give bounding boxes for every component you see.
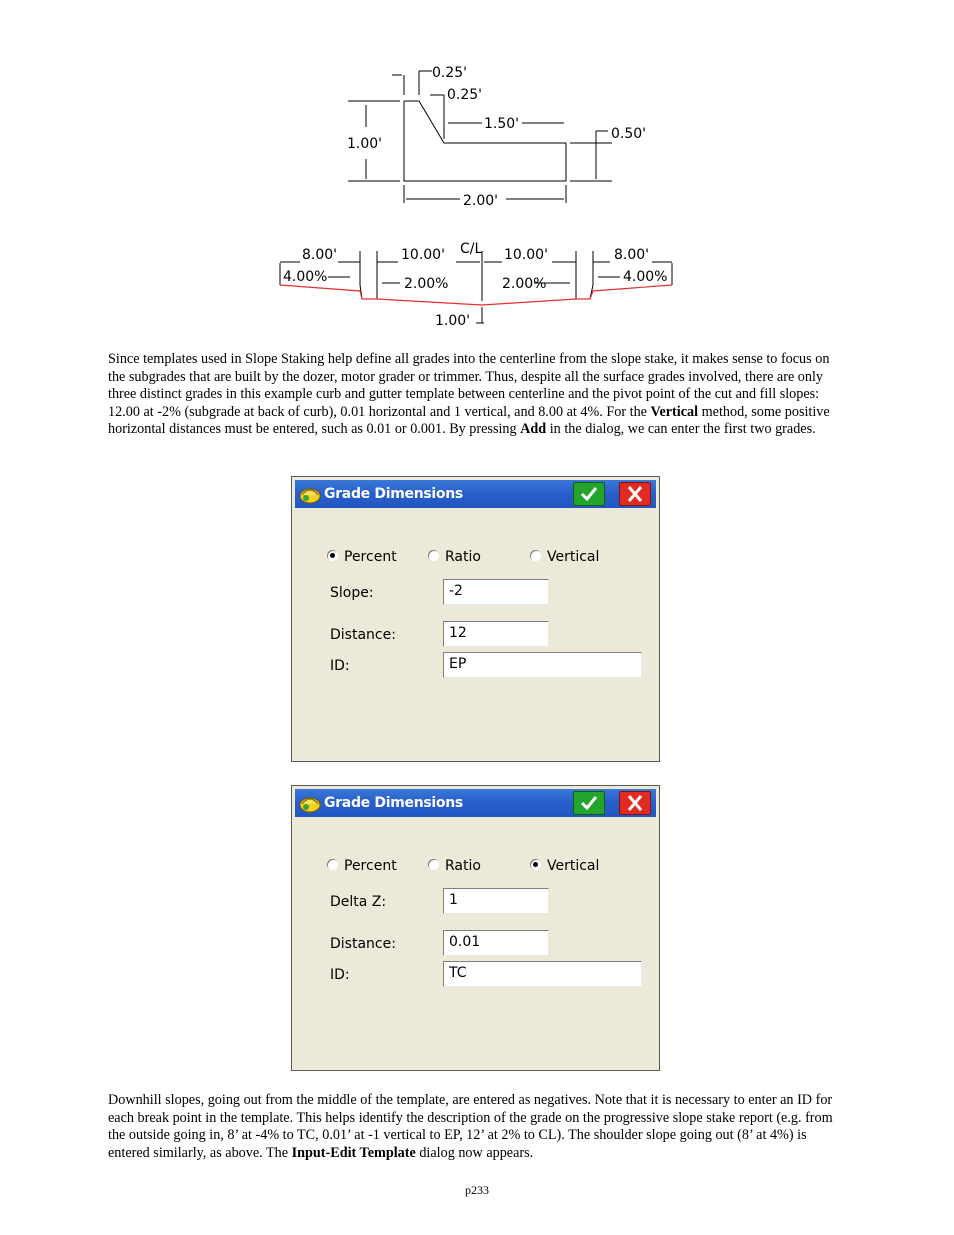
slope-input[interactable]: -2 bbox=[443, 579, 549, 605]
ok-button[interactable] bbox=[573, 482, 605, 506]
grade-left: 2.00% bbox=[404, 276, 449, 292]
distance-input[interactable]: 0.01 bbox=[443, 930, 549, 956]
dim-right-outer: 8.00' bbox=[614, 247, 650, 263]
distance-input[interactable]: 12 bbox=[443, 621, 549, 647]
radio-circle bbox=[428, 859, 439, 870]
dim-lip: 0.50' bbox=[611, 126, 647, 142]
close-icon bbox=[625, 794, 645, 812]
cancel-button[interactable] bbox=[619, 482, 651, 506]
dim-top-left: 0.25' bbox=[432, 65, 468, 81]
dim-width: 2.00' bbox=[463, 193, 499, 209]
grade-dimensions-dialog-vertical: Grade Dimensions Percent Ratio Vertical Delta Z: 1 Distance: 0.01 ID: TC bbox=[291, 785, 660, 1071]
grade-right-shoulder: 4.00% bbox=[623, 269, 668, 285]
checkmark-icon bbox=[579, 485, 599, 503]
close-icon bbox=[625, 485, 645, 503]
dim-left-outer: 8.00' bbox=[302, 247, 338, 263]
dim-gutter: 1.50' bbox=[484, 116, 520, 132]
grade-right: 2.00% bbox=[502, 276, 547, 292]
dialog-title: Grade Dimensions bbox=[324, 486, 463, 502]
radio-circle bbox=[530, 550, 541, 561]
title-bar bbox=[295, 480, 656, 508]
dim-top-right: 0.25' bbox=[447, 87, 483, 103]
checkmark-icon bbox=[579, 794, 599, 812]
dialog-title: Grade Dimensions bbox=[324, 795, 463, 811]
radio-circle bbox=[327, 550, 338, 561]
dim-right-inner: 10.00' bbox=[504, 247, 548, 263]
radio-selected-dot bbox=[533, 862, 538, 867]
cancel-button[interactable] bbox=[619, 791, 651, 815]
delta-z-label: Delta Z: bbox=[330, 894, 387, 910]
id-input[interactable]: TC bbox=[443, 961, 642, 987]
surveyor-helmet-icon bbox=[298, 483, 322, 505]
grade-dimensions-dialog-percent: Grade Dimensions Percent Ratio Vertical Slope: -2 Distance: 12 ID: EP bbox=[291, 476, 660, 762]
surveyor-helmet-icon bbox=[298, 792, 322, 814]
page-number: p233 bbox=[465, 1183, 489, 1197]
distance-label: Distance: bbox=[330, 936, 396, 952]
intro-paragraph: Since templates used in Slope Staking help define all grades into the centerline from the slope stake, it makes sense to focus on the subgrades that are built by the dozer, motor grader or trimmer. Thus, despite all the surface grades involved, there are only three distinct grades in this example curb and gutter template between centerline and the pivot point of the cut and fill slopes: 12.00 at -2% (subgrade at back of curb), 0.01 horizontal and 1 vertical, and 8.00 at 4%. For the Vertical method, some positive horizontal distances must be entered, such as 0.01 or 0.001. By pressing Add in the dialog, we can enter the first two grades. bbox=[108, 351, 830, 438]
ok-button[interactable] bbox=[573, 791, 605, 815]
centerline-label: C/L bbox=[460, 241, 483, 257]
closing-paragraph: Downhill slopes, going out from the middle of the template, are entered as negatives. Note that it is necessary to enter an ID for each break point in the template. This helps identify the description of the grade on the progressive slope stake report (e.g. from the outside going in, 8’ at -4% to TC, 0.01’ at -1 vertical to EP, 12’ at 2% to CL). The shoulder slope going out (8’ at 4%) is entered similarly, as above. The Input-Edit Template dialog now appears. bbox=[108, 1092, 833, 1161]
distance-label: Distance: bbox=[330, 627, 396, 643]
grade-left-shoulder: 4.00% bbox=[283, 269, 328, 285]
radio-circle bbox=[327, 859, 338, 870]
slope-label: Slope: bbox=[330, 585, 374, 601]
curb-gutter-template-drawing bbox=[270, 55, 690, 345]
id-label: ID: bbox=[330, 658, 350, 674]
dim-height: 1.00' bbox=[347, 136, 383, 152]
delta-z-input[interactable]: 1 bbox=[443, 888, 549, 914]
id-label: ID: bbox=[330, 967, 350, 983]
dim-depth: 1.00' bbox=[435, 313, 471, 329]
radio-circle bbox=[530, 859, 541, 870]
radio-selected-dot bbox=[330, 553, 335, 558]
title-bar bbox=[295, 789, 656, 817]
dim-left-inner: 10.00' bbox=[401, 247, 445, 263]
radio-circle bbox=[428, 550, 439, 561]
id-input[interactable]: EP bbox=[443, 652, 642, 678]
